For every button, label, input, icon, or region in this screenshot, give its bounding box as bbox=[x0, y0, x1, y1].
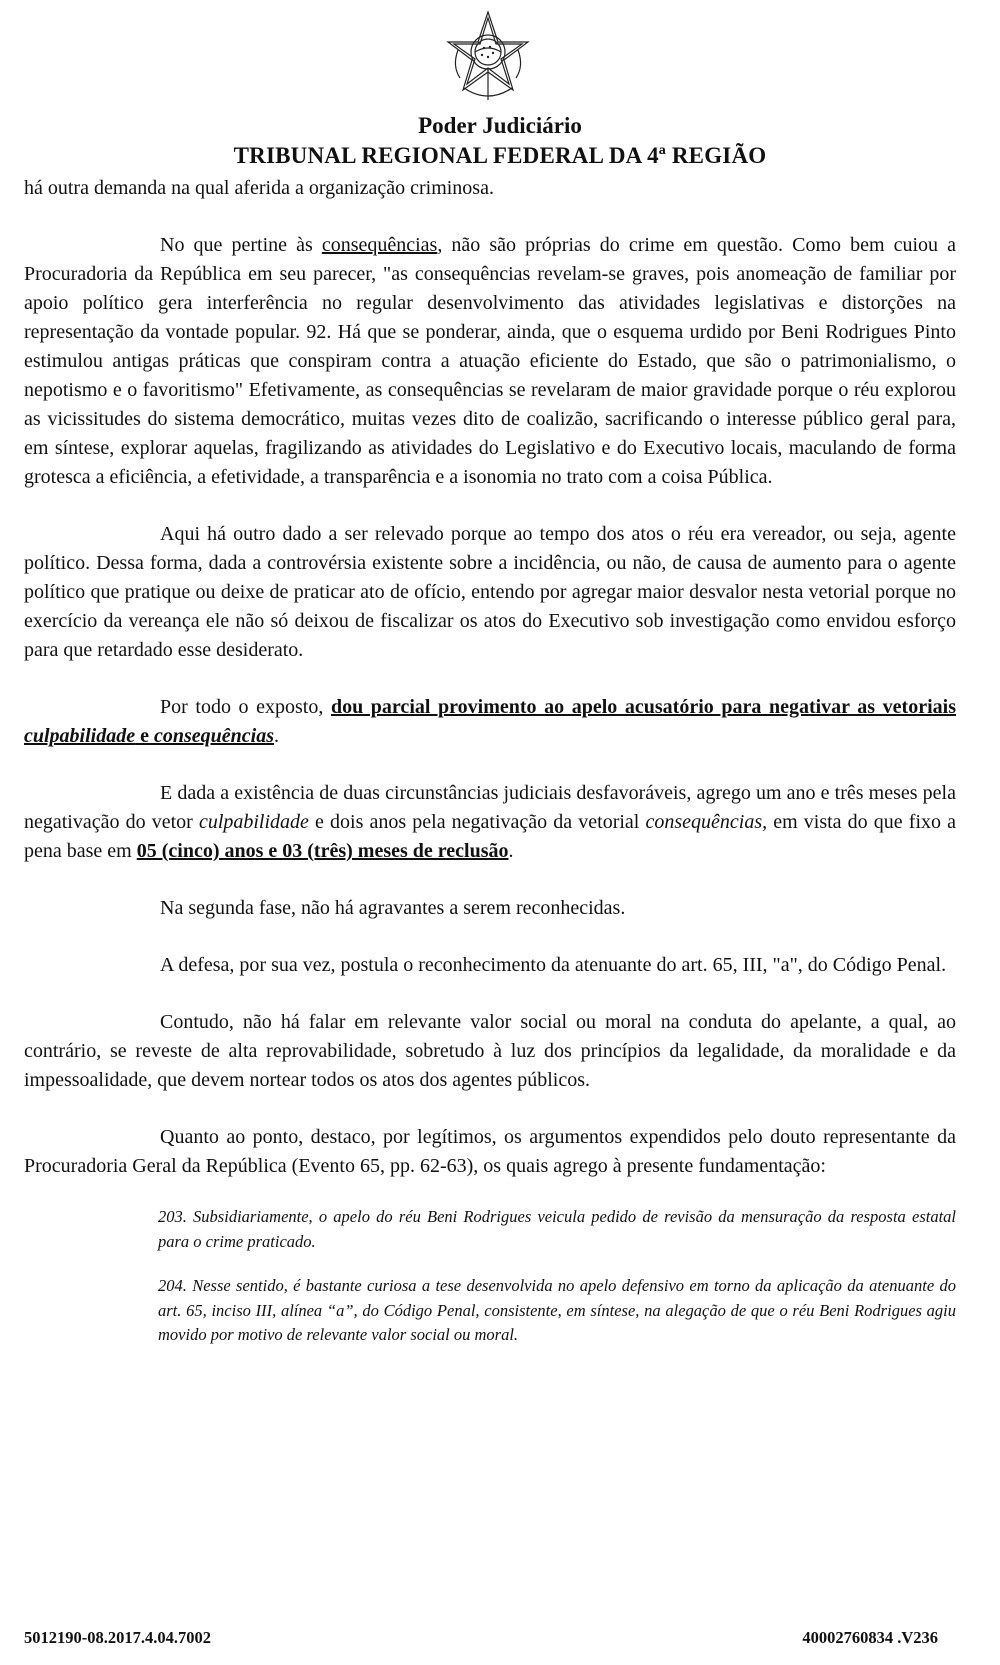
document-body bbox=[24, 174, 956, 1348]
paragraph-arguments: Quanto ao ponto, destaco, por legítimos, os argumentos expendidos pelo douto representante da Procuradoria Geral da República (Evento 65, pp. 62-63), os quais agrego à presente fundamentação: bbox=[24, 1126, 956, 1177]
quote-204: 204. Nesse sentido, é bastante curiosa a tese desenvolvida no apelo defensivo em torno da aplicação da atenuante do art. 65, inciso III, alínea “a”, do Código Penal, consistente, em síntese, na alegação de que o réu Beni Rodrigues agiu movido por motivo de relevante valor social ou moral. bbox=[158, 1276, 956, 1344]
text: . bbox=[508, 840, 514, 862]
ruling-conj: e bbox=[135, 725, 154, 747]
ruling-term-1: culpabilidade bbox=[24, 725, 136, 747]
footer-process-number: 5012190-08.2017.4.04.7002 bbox=[24, 1628, 211, 1647]
quote-203: 203. Subsidiariamente, o apelo do réu Beni Rodrigues veicula pedido de revisão da mensuração da resposta estatal para o crime praticado. bbox=[158, 1207, 956, 1251]
paragraph-ruling bbox=[24, 693, 956, 751]
paragraph-sentence bbox=[24, 779, 956, 866]
footer-document-code: 40002760834 .V236 bbox=[802, 1628, 938, 1647]
header-court-name: TRIBUNAL REGIONAL FEDERAL DA 4ª REGIÃO bbox=[233, 143, 767, 168]
underlined-term: consequências bbox=[321, 234, 438, 256]
sentence-value: 05 (cinco) anos e 03 (três) meses de reclusão bbox=[136, 840, 509, 862]
header-court-power: Poder Judiciário bbox=[418, 113, 582, 138]
text: e dois anos pela negativação da vetorial bbox=[308, 811, 646, 833]
paragraph-consequences bbox=[24, 231, 956, 492]
coat-of-arms-seal bbox=[446, 8, 530, 108]
paragraph-second-phase: Na segunda fase, não há agravantes a serem reconhecidas. bbox=[160, 897, 626, 919]
italic-term: consequências, bbox=[645, 811, 768, 833]
text: Por todo o exposto, bbox=[160, 696, 331, 718]
ruling-term-2: consequências bbox=[154, 725, 274, 747]
paragraph-political-agent: Aqui há outro dado a ser relevado porque ao tempo dos atos o réu era vereador, ou seja, agente político. Dessa forma, dada a controvérsia existente sobre a incidência, ou não, de causa de aumento para o agente político que pratique ou deixe de praticar ato de ofício, entendo por agregar maior desvalor nesta vetorial porque no exercício da vereança ele não só deixou de fiscalizar os atos do Executivo sob investigação como envidou esforço para que retardado esse desiderato. bbox=[24, 523, 956, 661]
text: , não são próprias do crime em questão. Como bem cuiou a Procuradoria da República em seu parecer, "as consequências revelam-se graves, pois anomeação de familiar por apoio político gera interferência no regular desenvolvimento das atividades legislativas e distorções na representação da vontade popular. 92. Há que se ponderar, ainda, que o esquema urdido por Beni Rodrigues Pinto estimulou antigas práticas que conspiram contra a atuação eficiente do Estado, que são o patrimonialismo, o nepotismo e o favoritismo" Efetivamente, as consequências se revelaram de maior gravidade porque o réu explorou as vicissitudes do sistema democrático, muitas vezes dito de coalizão, sacrificando o interesse público geral para, em síntese, explorar aquelas, fragilizando as atividades do Legislativo e do Executivo locais, maculando de forma grotesca a eficiência, a efetividade, a transparência e a isonomia no trato com a coisa Pública. bbox=[24, 234, 956, 488]
italic-term: culpabilidade bbox=[198, 811, 309, 833]
text: No que pertine às bbox=[160, 234, 322, 256]
text: em vista do que fixo a pena base em bbox=[24, 811, 956, 862]
paragraph-0: há outra demanda na qual aferida a organização criminosa. bbox=[24, 177, 494, 199]
text: E dada a existência de duas circunstâncias judiciais desfavoráveis, agrego um ano e três meses pela negativação do vetor bbox=[24, 782, 956, 833]
paragraph-however: Contudo, não há falar em relevante valor social ou moral na conduta do apelante, a qual, ao contrário, se reveste de alta reprovabilidade, sobretudo à luz dos princípios da legalidade, da moralidade e da impessoalidade, que devem nortear todos os atos dos agentes públicos. bbox=[24, 1011, 956, 1091]
ruling-main: dou parcial provimento ao apelo acusatório para negativar as vetoriais bbox=[330, 696, 956, 718]
text: . bbox=[274, 725, 279, 747]
paragraph-defense: A defesa, por sua vez, postula o reconhecimento da atenuante do art. 65, III, "a", do Código Penal. bbox=[160, 954, 947, 976]
